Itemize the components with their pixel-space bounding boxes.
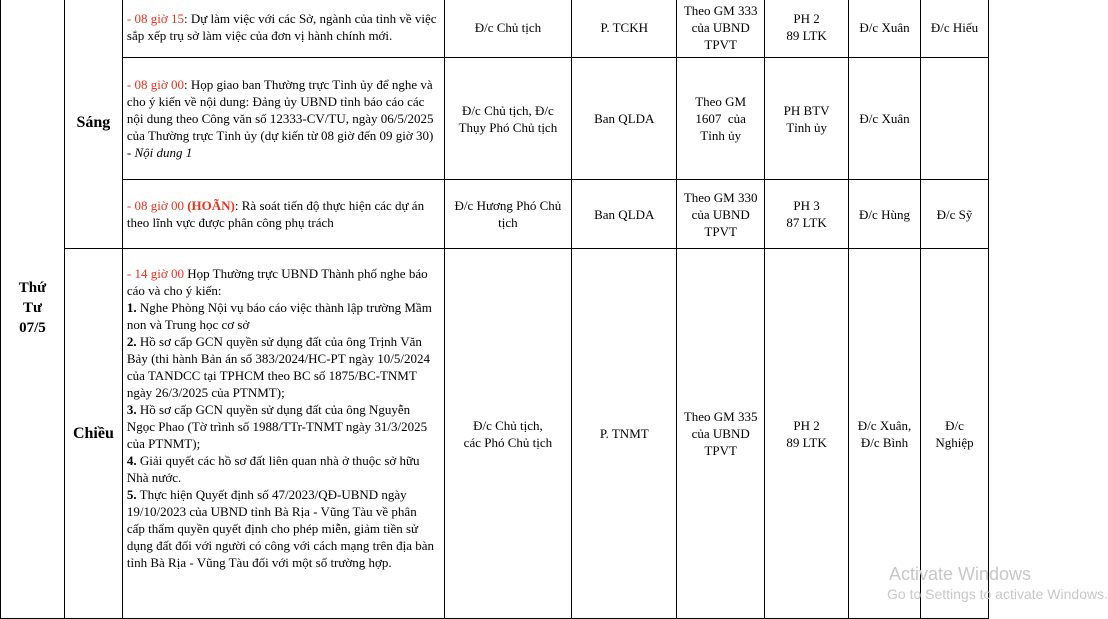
- time-label: - 08 giờ 00: [126, 198, 188, 213]
- invite-text: của UBND: [691, 426, 750, 441]
- session-label: Chiều: [72, 425, 114, 442]
- content-note: - Nội dung 1: [126, 145, 193, 160]
- item-text: Hồ sơ cấp GCN quyền sử dụng đất của ông Nguyễn Ngọc Phao (Tờ trình số 1988/TTr-TNMT ngày 31/3/2025 của PTNMT);: [126, 402, 428, 451]
- invite-text: Tỉnh ủy: [700, 128, 742, 143]
- place-text: 89 LTK: [786, 434, 827, 450]
- prep-cell: [572, 249, 677, 619]
- chair-cell: [444, 58, 572, 180]
- place-cell: [765, 180, 849, 249]
- place-text: 89 LTK: [786, 28, 827, 43]
- day-date: 07/5: [19, 319, 46, 336]
- secretary-cell: [920, 58, 988, 180]
- content-text: Họp Thường trực UBND Thành phố nghe báo cáo và cho ý kiến:: [126, 266, 428, 298]
- invite-text: của UBND: [691, 19, 750, 35]
- secretary-cell: [920, 180, 988, 249]
- prep-cell: [572, 180, 677, 249]
- item-text: Nghe Phòng Nội vụ báo cáo việc thành lập trường Mầm non và Trung học cơ sở: [126, 300, 432, 332]
- item-number: 3.: [126, 402, 137, 417]
- place-text: PH 2: [793, 417, 820, 433]
- item-text: Thực hiện Quyết định số 47/2023/QĐ-UBND ngày 19/10/2023 của UBND tỉnh Bà Rịa - Vũng Tàu về phân cấp thẩm quyền quyết định cho phép miễn, giảm tiền sử dụng đất đối với người có công với cách mạng trên địa bàn tỉnh Bà Rịa - Vũng Tàu đối với một số trường hợp.: [126, 487, 434, 570]
- driver-text: Đ/c Hùng: [859, 206, 910, 222]
- content-text: : Họp giao ban Thường trực Tỉnh ủy để nghe và cho ý kiến về nội dung: Đảng ủy UBND tỉnh báo cáo các nội dung theo Công văn số 12333-CV/TU, ngày 06/5/2025 của Thường trực Tỉnh ủy (dự kiến từ 08 giờ đến 09 giờ 30): [126, 77, 434, 143]
- secretary-text: Nghiệp: [935, 434, 974, 450]
- chair-text: tịch: [498, 215, 518, 230]
- invite-text: Theo GM 330: [683, 189, 758, 205]
- day-label: Tư: [22, 299, 42, 316]
- chair-text: Đ/c Chủ tịch,: [473, 417, 543, 433]
- prep-cell: [572, 0, 677, 58]
- content-text: : Dự làm việc với các Sở, ngành của tỉnh về việc sắp xếp trụ sở làm việc của đơn vị hành chính mới.: [126, 11, 437, 43]
- watermark-title: Activate Windows: [889, 564, 1032, 584]
- invite-text: TPVT: [704, 443, 737, 458]
- driver-text: Đ/c Xuân,: [857, 417, 912, 433]
- time-label: - 14 giờ 00: [126, 266, 184, 281]
- driver-cell: [849, 0, 921, 58]
- content-text: : Rà soát tiến độ thực hiện các dự án theo lĩnh vực được phân công phụ trách: [126, 198, 425, 230]
- invite-text: Theo GM 335: [683, 409, 758, 424]
- prep-text: Ban QLDA: [594, 206, 655, 222]
- driver-text: Đ/c Bình: [860, 434, 909, 450]
- invite-text: Theo GM 333: [683, 2, 758, 18]
- driver-cell: [849, 58, 921, 180]
- table-row: [1, 249, 989, 619]
- secretary-text: Đ/c Hiếu: [930, 19, 979, 35]
- place-cell: [765, 58, 849, 180]
- session-label: Sáng: [76, 114, 111, 131]
- item-number: 1.: [126, 300, 137, 315]
- invite-text: TPVT: [704, 36, 737, 52]
- chair-text: các Phó Chủ tịch: [463, 434, 553, 450]
- place-cell: [765, 249, 849, 619]
- invite-text: 1607 của: [695, 111, 746, 126]
- chair-cell: [444, 180, 572, 249]
- secretary-text: Đ/c: [945, 417, 964, 433]
- chair-text: Đ/c Hương Phó Chủ: [454, 198, 562, 213]
- driver-cell: [849, 180, 921, 249]
- prep-text: P. TCKH: [600, 19, 648, 35]
- place-text: Tỉnh ủy: [786, 119, 827, 135]
- place-text: PH 2: [793, 11, 820, 26]
- table-row: [1, 58, 989, 180]
- prep-cell: [572, 58, 677, 180]
- content-cell: [122, 249, 444, 619]
- chair-cell: [444, 249, 572, 619]
- invite-text: TPVT: [704, 223, 737, 239]
- place-cell: [765, 0, 849, 58]
- time-label: - 08 giờ 15: [126, 11, 184, 26]
- chair-text: Đ/c Chủ tịch, Đ/c: [462, 102, 554, 118]
- item-number: 5.: [126, 487, 137, 502]
- item-number: 4.: [126, 453, 137, 468]
- activation-watermark: [887, 563, 1108, 603]
- content-intro: [127, 265, 438, 299]
- secretary-text: Đ/c Sỹ: [936, 206, 973, 222]
- content-cell: [122, 180, 444, 249]
- list-item: [127, 401, 438, 452]
- driver-text: Đ/c Xuân: [859, 111, 910, 126]
- content-cell: [122, 0, 444, 58]
- prep-text: P. TNMT: [599, 426, 649, 441]
- chair-text: Thụy Phó Chủ tịch: [458, 119, 558, 135]
- item-text: Hồ sơ cấp GCN quyền sử dụng đất của ông Trịnh Văn Bảy (thi hành Bản án số 383/2024/HC-PT ngày 10/5/2024 của TANDCC tại TPHCM theo BC số 1875/BC-TNMT ngày 26/3/2025 của PTNMT);: [126, 334, 430, 400]
- invite-cell: [677, 180, 765, 249]
- table-row: [1, 180, 989, 249]
- invite-text: của UBND: [691, 206, 750, 222]
- item-text: Giải quyết các hồ sơ đất liên quan nhà ở thuộc sở hữu Nhà nước.: [126, 453, 420, 485]
- list-item: [127, 452, 438, 486]
- day-label: Thứ: [18, 279, 47, 296]
- place-text: PH 3: [793, 198, 820, 213]
- list-item: [127, 333, 438, 401]
- secretary-cell: [920, 0, 988, 58]
- chair-text: Đ/c Chủ tịch: [474, 19, 542, 35]
- list-item: [127, 486, 438, 571]
- prep-text: Ban QLDA: [594, 111, 655, 126]
- watermark-subtitle: Go to Settings to activate Windows.: [887, 586, 1108, 602]
- day-cell: [1, 0, 65, 619]
- table-row: [1, 0, 989, 58]
- invite-text: Theo GM: [695, 94, 747, 109]
- content-cell: [122, 58, 444, 180]
- place-text: PH BTV: [783, 102, 830, 118]
- driver-text: Đ/c Xuân: [859, 19, 910, 35]
- list-item: [127, 299, 438, 333]
- session-morning: [64, 0, 122, 249]
- invite-cell: [677, 58, 765, 180]
- item-number: 2.: [126, 334, 137, 349]
- invite-cell: [677, 249, 765, 619]
- session-afternoon: [64, 249, 122, 619]
- chair-cell: [444, 0, 572, 58]
- status-badge: (HOÃN): [187, 198, 235, 213]
- place-text: 87 LTK: [786, 215, 827, 230]
- invite-cell: [677, 0, 765, 58]
- time-label: - 08 giờ 00: [126, 77, 184, 92]
